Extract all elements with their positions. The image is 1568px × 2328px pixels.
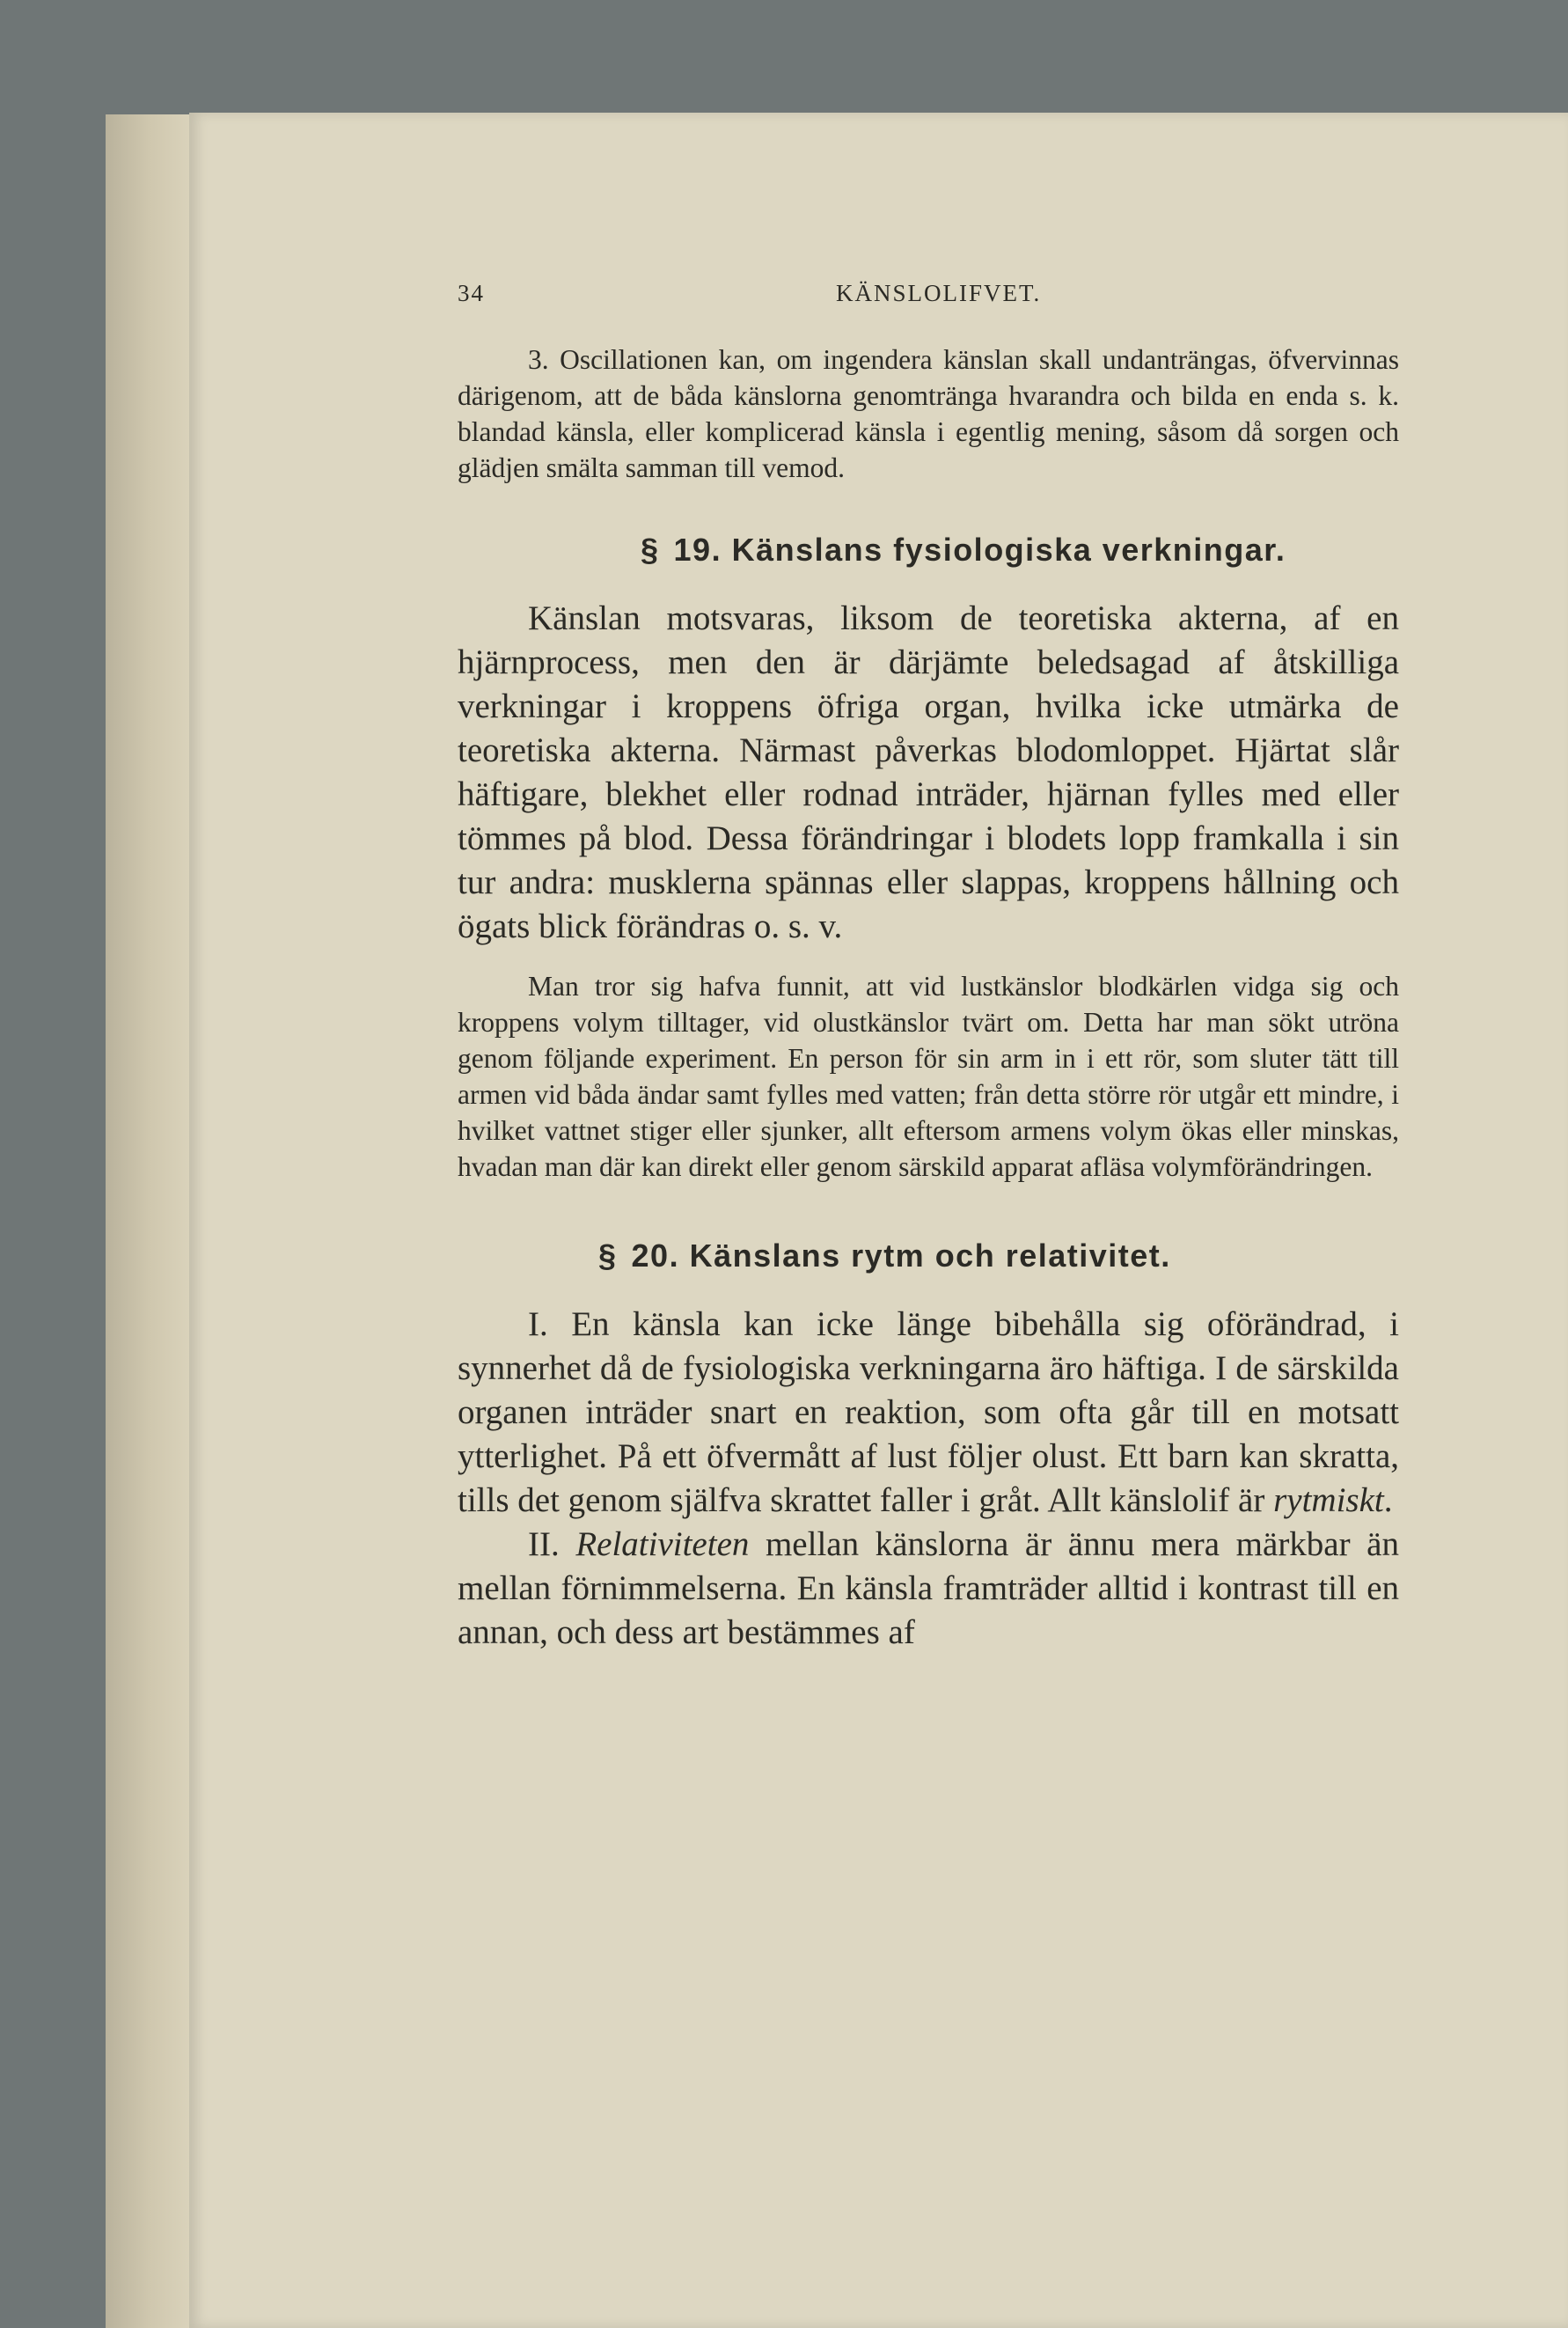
section-20-title: Känslans rytm och relativitet. — [689, 1237, 1171, 1274]
section-sign: § — [598, 1237, 618, 1274]
section-19-note: Man tror sig hafva funnit, att vid lustkänslor blodkärlen vidga sig och kroppens volym tilltager, vid olustkänslor tvärt om. Detta har man sökt utröna genom följande experiment. En person för sin arm in i ett rör, som sluter tätt till armen vid båda ändar samt fylles med vatten; från detta större rör utgår ett mindre, i hvilket vattnet stiger eller sjunker, allt eftersom armens volym ökas eller minskas, hvadan man där kan direkt eller genom särskild apparat afläsa volymförändringen. — [458, 971, 1399, 1182]
section-20-heading — [598, 1237, 1399, 1274]
running-head — [458, 280, 1399, 315]
page-number: 34 — [458, 280, 485, 306]
section-19-paragraph: Känslan motsvaras, liksom de teoretiska akterna, af en hjärnprocess, men den är därjämte beledsagad af åtskilliga verkningar i kroppens öfriga organ, hvilka icke utmärka de teoretiska akterna. Närmast påverkas blodomloppet. Hjärtat slår häftigare, blekhet eller rodnad inträder, hjärnan fylles med eller tömmes på blod. Dessa förändringar i blodets lopp framkalla i sin tur andra: musklerna spännas eller slappas, kroppens hållning och ögats blick förändras o. s. v. — [458, 599, 1399, 945]
para2-text: mellan känslorna är ännu mera märkbar än mellan förnimmelserna. En känsla framträder alltid i kontrast till en annan, och dess art bestämmes af — [458, 1525, 1399, 1651]
para1-text: I. En känsla kan icke länge bibehålla sig oförändrad, i synnerhet då de fysiologiska verkningarna äro häftiga. I de särskilda organen inträder snart en reaktion, som ofta går till en motsatt ytterlighet. På ett öfvermått af lust följer olust. Ett barn kan skratta, tills det genom själfva skrattet faller i gråt. Allt känslolif är — [458, 1305, 1399, 1519]
para1-emphasis: rytmiskt — [1273, 1481, 1384, 1519]
item-3-paragraph: 3. Oscillationen kan, om ingendera känslan skall undanträngas, öfvervinnas därigenom, att de båda känslorna genomtränga hvarandra och bilda en enda s. k. blandad känsla, eller komplicerad känsla i egentlig mening, såsom då sorgen och glädjen smälta samman till vemod. — [458, 344, 1399, 483]
section-20-paragraph-1 — [458, 1303, 1399, 1523]
para2-start: II. — [528, 1525, 576, 1563]
para2-emphasis: Relativiteten — [575, 1525, 750, 1563]
para1-end: . — [1383, 1481, 1393, 1519]
section-19-title: Känslans fysiologiska verkningar. — [731, 532, 1286, 568]
page-content — [458, 280, 1399, 1655]
book-spine — [106, 114, 202, 2328]
running-title: KÄNSLOLIFVET. — [836, 280, 1042, 306]
section-20-paragraph-2 — [458, 1523, 1399, 1655]
section-sign: § — [641, 532, 660, 568]
section-19-number: 19. — [673, 532, 722, 568]
section-20-number: 20. — [631, 1237, 680, 1274]
section-19-heading — [641, 532, 1399, 569]
